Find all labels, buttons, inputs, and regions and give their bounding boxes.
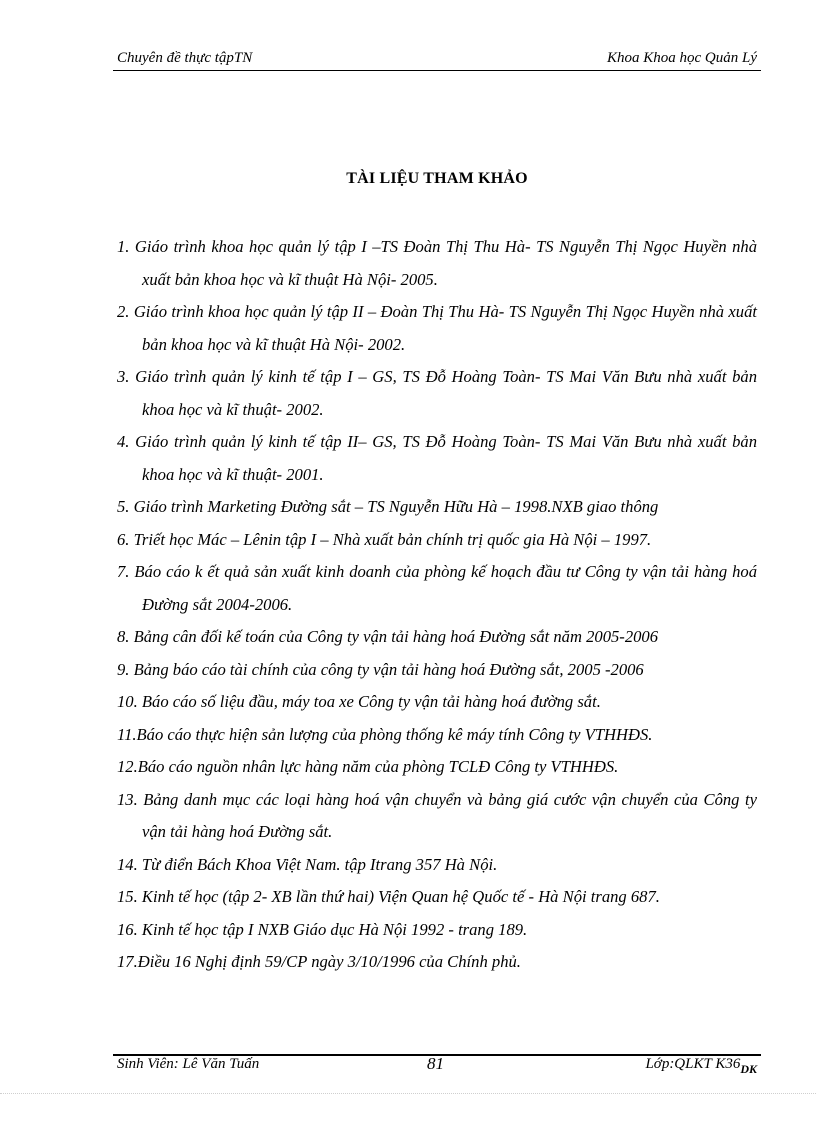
- page-number: 81: [427, 1054, 444, 1073]
- reference-item: 12.Báo cáo nguồn nhân lực hàng năm của phòng TCLĐ Công ty VTHHĐS.: [117, 757, 619, 776]
- footer-student-name: Sinh Viên: Lê Văn Tuấn: [117, 1056, 260, 1072]
- reference-item: 8. Bảng cân đối kế toán của Công ty vận tải hàng hoá Đường sắt năm 2005-2006: [117, 627, 659, 646]
- page-title: TÀI LIỆU THAM KHẢO: [346, 170, 528, 187]
- footer-class-sub: DK: [740, 1062, 757, 1076]
- reference-item: 16. Kinh tế học tập I NXB Giáo dục Hà Nội 1992 - trang 189.: [117, 919, 528, 939]
- footer-class: [645, 1056, 757, 1076]
- page-footer: [117, 1056, 757, 1078]
- reference-item: 13. Bảng danh mục các loại hàng hoá vận chuyển và bảng giá cước vận chuyển của Công ty vận tải hàng hoá Đường sắt.: [117, 789, 757, 841]
- reference-item: 17.Điều 16 Nghị định 59/CP ngày 3/10/1996 của Chính phủ.: [117, 952, 521, 971]
- reference-list: [117, 231, 757, 979]
- reference-item: 4. Giáo trình quản lý kinh tế tập II– GS, TS Đỗ Hoàng Toàn- TS Mai Văn Bưu nhà xuất bản khoa học và kĩ thuật- 2001.: [117, 432, 757, 484]
- page-header: [117, 50, 757, 70]
- reference-item: 1. Giáo trình khoa học quản lý tập I –TS Đoàn Thị Thu Hà- TS Nguyễn Thị Ngọc Huyền nhà xuất bản khoa học và kĩ thuật Hà Nội- 2005.: [117, 237, 757, 289]
- reference-item: 5. Giáo trình Marketing Đường sắt – TS Nguyễn Hữu Hà – 1998.NXB giao thông: [117, 497, 659, 516]
- reference-item: 9. Bảng báo cáo tài chính của công ty vận tải hàng hoá Đường sắt, 2005 -2006: [117, 659, 644, 679]
- reference-item: 3. Giáo trình quản lý kinh tế tập I – GS, TS Đỗ Hoàng Toàn- TS Mai Văn Bưu nhà xuất bản khoa học và kĩ thuật- 2002.: [117, 367, 757, 419]
- reference-item: 2. Giáo trình khoa học quản lý tập II – Đoàn Thị Thu Hà- TS Nguyễn Thị Ngọc Huyền nhà xuất bản khoa học và kĩ thuật Hà Nội- 2002.: [117, 302, 757, 354]
- reference-item: 10. Báo cáo số liệu đầu, máy toa xe Công ty vận tải hàng hoá đường sắt.: [117, 692, 601, 711]
- reference-item: 6. Triết học Mác – Lênin tập I – Nhà xuất bản chính trị quốc gia Hà Nội – 1997.: [117, 529, 652, 549]
- header-rule: [113, 70, 761, 71]
- reference-item: 14. Từ điển Bách Khoa Việt Nam. tập Itrang 357 Hà Nội.: [117, 854, 498, 874]
- header-left-text: Chuyên đề thực tậpTN: [117, 50, 253, 66]
- header-right-text: Khoa Khoa học Quản Lý: [607, 50, 757, 66]
- reference-item: 15. Kinh tế học (tập 2- XB lần thứ hai) Viện Quan hệ Quốc tế - Hà Nội trang 687.: [117, 887, 660, 906]
- reference-item: 11.Báo cáo thực hiện sản lượng của phòng thống kê máy tính Công ty VTHHĐS.: [117, 724, 653, 744]
- footer-class-text: Lớp:QLKT K36: [645, 1056, 741, 1072]
- reference-item: 7. Báo cáo k ết quả sản xuất kinh doanh của phòng kế hoạch đầu tư Công ty vận tải hàng hoá Đường sắt 2004-2006.: [117, 562, 757, 614]
- page-edge-divider: [0, 1093, 816, 1094]
